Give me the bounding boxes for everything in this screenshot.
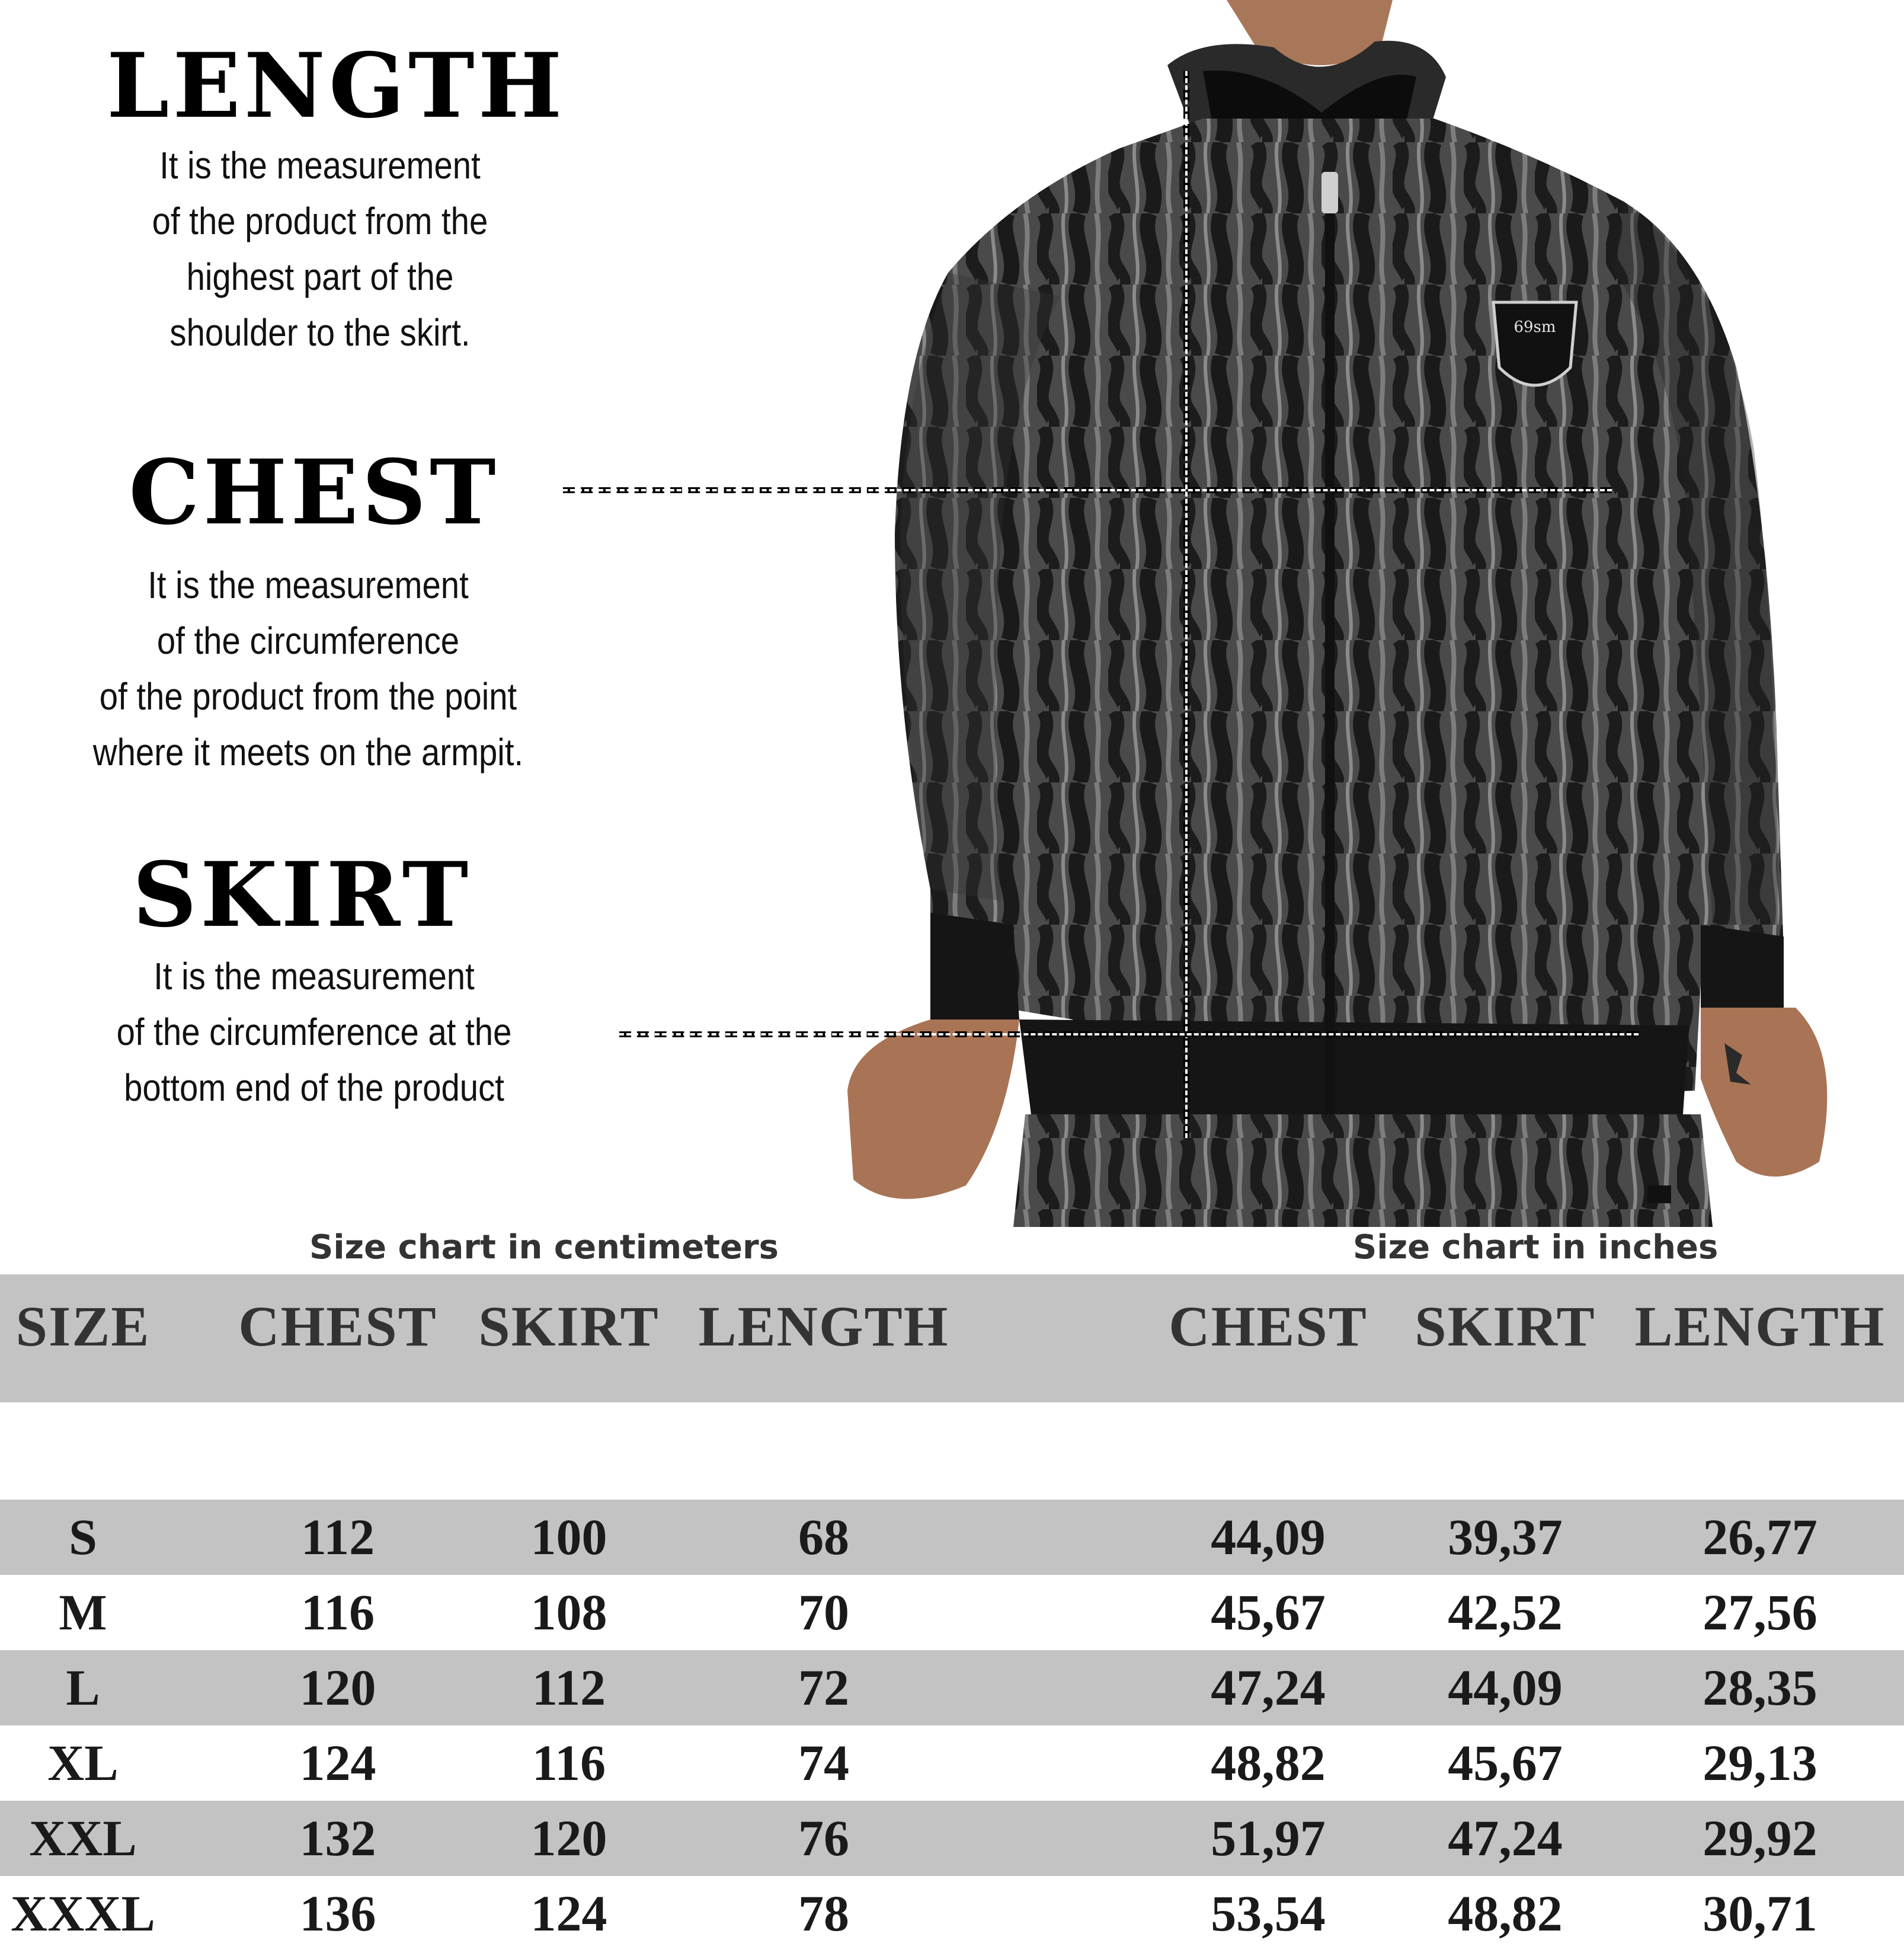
cell-size: M [59,1584,107,1641]
term-title-skirt: SKIRT [132,843,472,947]
cell-inch-skirt: 42,52 [1448,1584,1563,1641]
cell-size: L [66,1659,100,1716]
cell-inch-chest: 51,97 [1211,1810,1326,1866]
term-title-chest: CHEST [129,440,500,545]
cell-inch-length: 29,92 [1703,1810,1817,1866]
cell-cm-length: 68 [798,1508,849,1565]
term-desc-chest [58,557,559,780]
table-row [0,1650,1904,1725]
length-measure-line [1183,71,1189,1138]
header-inch-skirt: SKIRT [1415,1295,1596,1358]
cell-inch-chest: 44,09 [1211,1508,1326,1565]
cell-size: XL [47,1734,119,1791]
header-cm-skirt: SKIRT [478,1295,660,1358]
hoodie-illustration [753,0,1904,1227]
cell-size: XXXL [11,1885,155,1942]
cell-cm-length: 72 [798,1659,849,1716]
cell-inch-length: 28,35 [1703,1659,1817,1716]
cell-cm-chest: 132 [299,1810,376,1866]
term-desc-line: of the product from the [152,200,488,242]
cell-cm-skirt: 112 [532,1659,606,1716]
term-desc-line: It is the measurement [153,955,475,998]
term-title-length: LENGTH [107,34,566,138]
table-row [0,1801,1904,1876]
chest-measure-line [563,487,1612,493]
cell-inch-chest: 53,54 [1211,1885,1326,1942]
term-desc-line: shoulder to the skirt. [169,311,471,354]
cell-cm-chest: 120 [299,1659,376,1716]
caption-centimeters: Size chart in centimeters [309,1228,779,1267]
header-cm-chest: CHEST [238,1295,437,1358]
term-desc-length [106,138,534,360]
cell-inch-skirt: 44,09 [1448,1659,1563,1716]
cell-cm-length: 74 [798,1734,849,1791]
cell-size: XXL [29,1810,137,1866]
term-desc-line: bottom end of the product [124,1066,504,1109]
table-row [0,1575,1904,1650]
cell-inch-skirt: 39,37 [1448,1508,1563,1565]
badge-logo-text: 69sm [1513,318,1556,336]
header-inch-chest: CHEST [1169,1295,1368,1358]
cell-inch-skirt: 48,82 [1448,1885,1563,1942]
cell-cm-chest: 136 [299,1885,376,1942]
term-desc-skirt [90,948,539,1116]
term-desc-line: It is the measurement [159,144,481,187]
cell-inch-skirt: 47,24 [1448,1810,1563,1866]
cell-cm-length: 70 [798,1584,849,1641]
cell-cm-chest: 112 [300,1508,375,1565]
cell-inch-length: 26,77 [1703,1508,1817,1565]
table-row [0,1500,1904,1575]
header-cm-length: LENGTH [698,1295,949,1358]
cell-size: S [69,1508,97,1565]
header-inch-length: LENGTH [1634,1295,1886,1358]
term-desc-line: of the circumference [156,619,460,662]
cell-cm-length: 76 [798,1810,849,1866]
table-row [0,1725,1904,1801]
term-desc-line: where it meets on the armpit. [92,731,524,774]
cell-cm-chest: 124 [299,1734,376,1791]
product-photo [753,0,1904,1227]
cell-cm-skirt: 100 [530,1508,607,1565]
table-row [0,1876,1904,1951]
cell-inch-chest: 47,24 [1211,1659,1326,1716]
caption-inches: Size chart in inches [1353,1228,1719,1267]
cell-inch-length: 29,13 [1703,1734,1817,1791]
cell-inch-length: 27,56 [1703,1584,1817,1641]
cell-cm-skirt: 124 [530,1885,607,1942]
term-desc-line: of the product from the point [99,675,517,718]
cell-cm-chest: 116 [300,1584,375,1641]
cell-inch-chest: 45,67 [1211,1584,1326,1641]
cell-cm-length: 78 [798,1885,849,1942]
cell-inch-length: 30,71 [1703,1885,1817,1942]
cell-cm-skirt: 108 [530,1584,607,1641]
term-desc-line: highest part of the [186,255,454,298]
term-desc-line: It is the measurement [148,564,469,606]
term-desc-line: of the circumference at the [116,1011,512,1053]
cell-cm-skirt: 116 [532,1734,606,1791]
cell-inch-chest: 48,82 [1211,1734,1326,1791]
skirt-measure-line [619,1031,1639,1037]
cell-cm-skirt: 120 [530,1810,607,1866]
header-size: SIZE [15,1295,151,1358]
cell-inch-skirt: 45,67 [1448,1734,1563,1791]
